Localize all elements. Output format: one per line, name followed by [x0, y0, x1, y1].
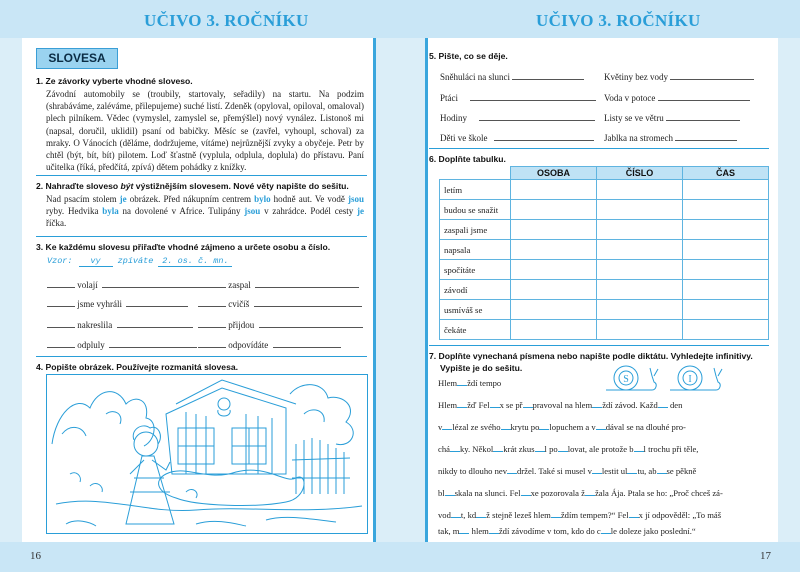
left-page-number: 16: [30, 550, 41, 562]
task6-table: [439, 166, 769, 340]
table-row: spočítáte: [440, 260, 769, 280]
dictation-line: vod t, kd ž stejně lezeš hlem ždím tempem?“ Fel x jí odpověděl: „To máš: [438, 510, 722, 520]
snail-label: S: [623, 374, 629, 385]
task4-title: 4. Popište obrázek. Používejte rozmanitá slovesa.: [36, 362, 239, 372]
task6-title: 6. Doplňte tabulku.: [429, 154, 506, 164]
divider: [36, 175, 367, 176]
table-header: OSOBA: [511, 167, 597, 180]
table-row: letím: [440, 180, 769, 200]
left-page-border: [373, 38, 376, 542]
dictation-line: chá ky. Někol krát zkus l po lovat, ale protože b l trochu při těle,: [438, 444, 699, 454]
task2-text: Nad psacím stolem je obrázek. Před nákupním centrem bylo hodně aut. Ve vodě jsou ryby. Hedvika byla na dovolené v Africe. Tulipány jsou v zahrádce. Podél cesty je říčka.: [46, 194, 364, 229]
dictation-line: Hlem ždí tempo: [438, 378, 502, 388]
task5-row: Ptáci: [440, 91, 596, 104]
task3-row: cvičíš: [198, 297, 362, 310]
task5-row: Hodiny: [440, 111, 595, 124]
dictation-line: Hlem žď Fel x se př pravoval na hlem ždí závod. Každ den: [438, 400, 683, 410]
task5-row: Jablka na stromech: [604, 131, 737, 144]
dictation-line: tak, m hlem ždí závodíme v tom, kdo do c le doleze jako poslední.“: [438, 526, 696, 536]
task3-row: zaspal: [198, 278, 359, 291]
task3-row: odpluly: [47, 338, 197, 351]
task7-title: 7. Doplňte vynechaná písmena nebo napište podle diktátu. Vyhledejte infinitivy.: [429, 351, 753, 361]
task5-row: Květiny bez vody: [604, 70, 754, 83]
task5-row: Listy se ve větru: [604, 111, 740, 124]
table-row: čekáte: [440, 320, 769, 340]
section-tag: SLOVESA: [36, 48, 118, 69]
dictation-line: v lézal ze svého krytu po lopuchem a v dával se na dlouhé pro-: [438, 422, 686, 432]
table-header: ČAS: [683, 167, 769, 180]
task2-title: 2. Nahraďte sloveso být výstižnějším slovesem. Nové věty napište do sešitu.: [36, 181, 349, 191]
divider: [36, 356, 367, 357]
task5-row: Děti ve škole: [440, 131, 594, 144]
task5-row: Voda v potoce: [604, 91, 750, 104]
bottom-band: [0, 542, 800, 572]
right-page-number: 17: [760, 550, 771, 562]
dictation-line: bl skala na slunci. Fel xe pozorovala ž žala Ája. Ptala se ho: „Proč chceš zá-: [438, 488, 723, 498]
snail-label: I: [688, 374, 692, 385]
table-row: zaspali jsme: [440, 220, 769, 240]
task3-row: přijdou: [198, 318, 363, 331]
task3-row: volají: [47, 278, 200, 291]
task7-subtitle: Vypište je do sešitu.: [440, 363, 523, 373]
table-row: napsala: [440, 240, 769, 260]
dictation-line: nikdy to dlouho nev držel. Také si musel v lestit ul tu, ab se pěkně: [438, 466, 697, 476]
task5-row: Sněhuláci na slunci: [440, 70, 584, 83]
task3-row: jsme vyhráli: [47, 297, 188, 310]
table-row: budou se snažit: [440, 200, 769, 220]
right-header-title: UČIVO 3. ROČNÍKU: [536, 11, 701, 30]
illustration-girl-house: [46, 374, 368, 534]
task1-text: Závodní automobily se (troubily, startovaly, seřadily) na startu. Na podzim (shrabáváme, zaléváme, přilepujeme) suché listí. Zdeněk (opyloval, opiloval, omaloval) plech pilníkem. Vědec (vymyslel, zamyslel se, přemýšlel) nový vynález. Listonoš mi (napsal, doručil, uklidil) psaní od babičky. Měsíc se (zavřel, vyhoupl, schoval) za mraky. O Vánocích (děláme, dodržujeme, vítáme) nejrůznější zvyky a obyčeje. Petr by chtěl (být, bít, bít) pilotem. Loď šťastně (vyplula, odplula, doplula) do přístavu. Paní učitelka (říká, předčítá, zpívá) dětem pohádky z knížky.: [46, 89, 364, 173]
table-row: usmíváš se: [440, 300, 769, 320]
divider: [429, 345, 769, 346]
task5-title: 5. Pište, co se děje.: [429, 51, 508, 61]
task3-row: nakreslila: [47, 318, 193, 331]
table-row: závodí: [440, 280, 769, 300]
left-header-title: UČIVO 3. ROČNÍKU: [144, 11, 309, 30]
table-header: ČÍSLO: [597, 167, 683, 180]
right-page-border: [425, 38, 428, 542]
task3-row: odpovídáte: [198, 338, 341, 351]
divider: [36, 236, 367, 237]
task3-example: Vzor: vy zpíváte 2. os. č. mn.: [47, 256, 232, 267]
task1-title: 1. Ze závorky vyberte vhodné sloveso.: [36, 76, 193, 86]
task3-title: 3. Ke každému slovesu přiřaďte vhodné zájmeno a určete osobu a číslo.: [36, 242, 331, 252]
divider: [429, 148, 769, 149]
table-header-row: [440, 167, 769, 180]
